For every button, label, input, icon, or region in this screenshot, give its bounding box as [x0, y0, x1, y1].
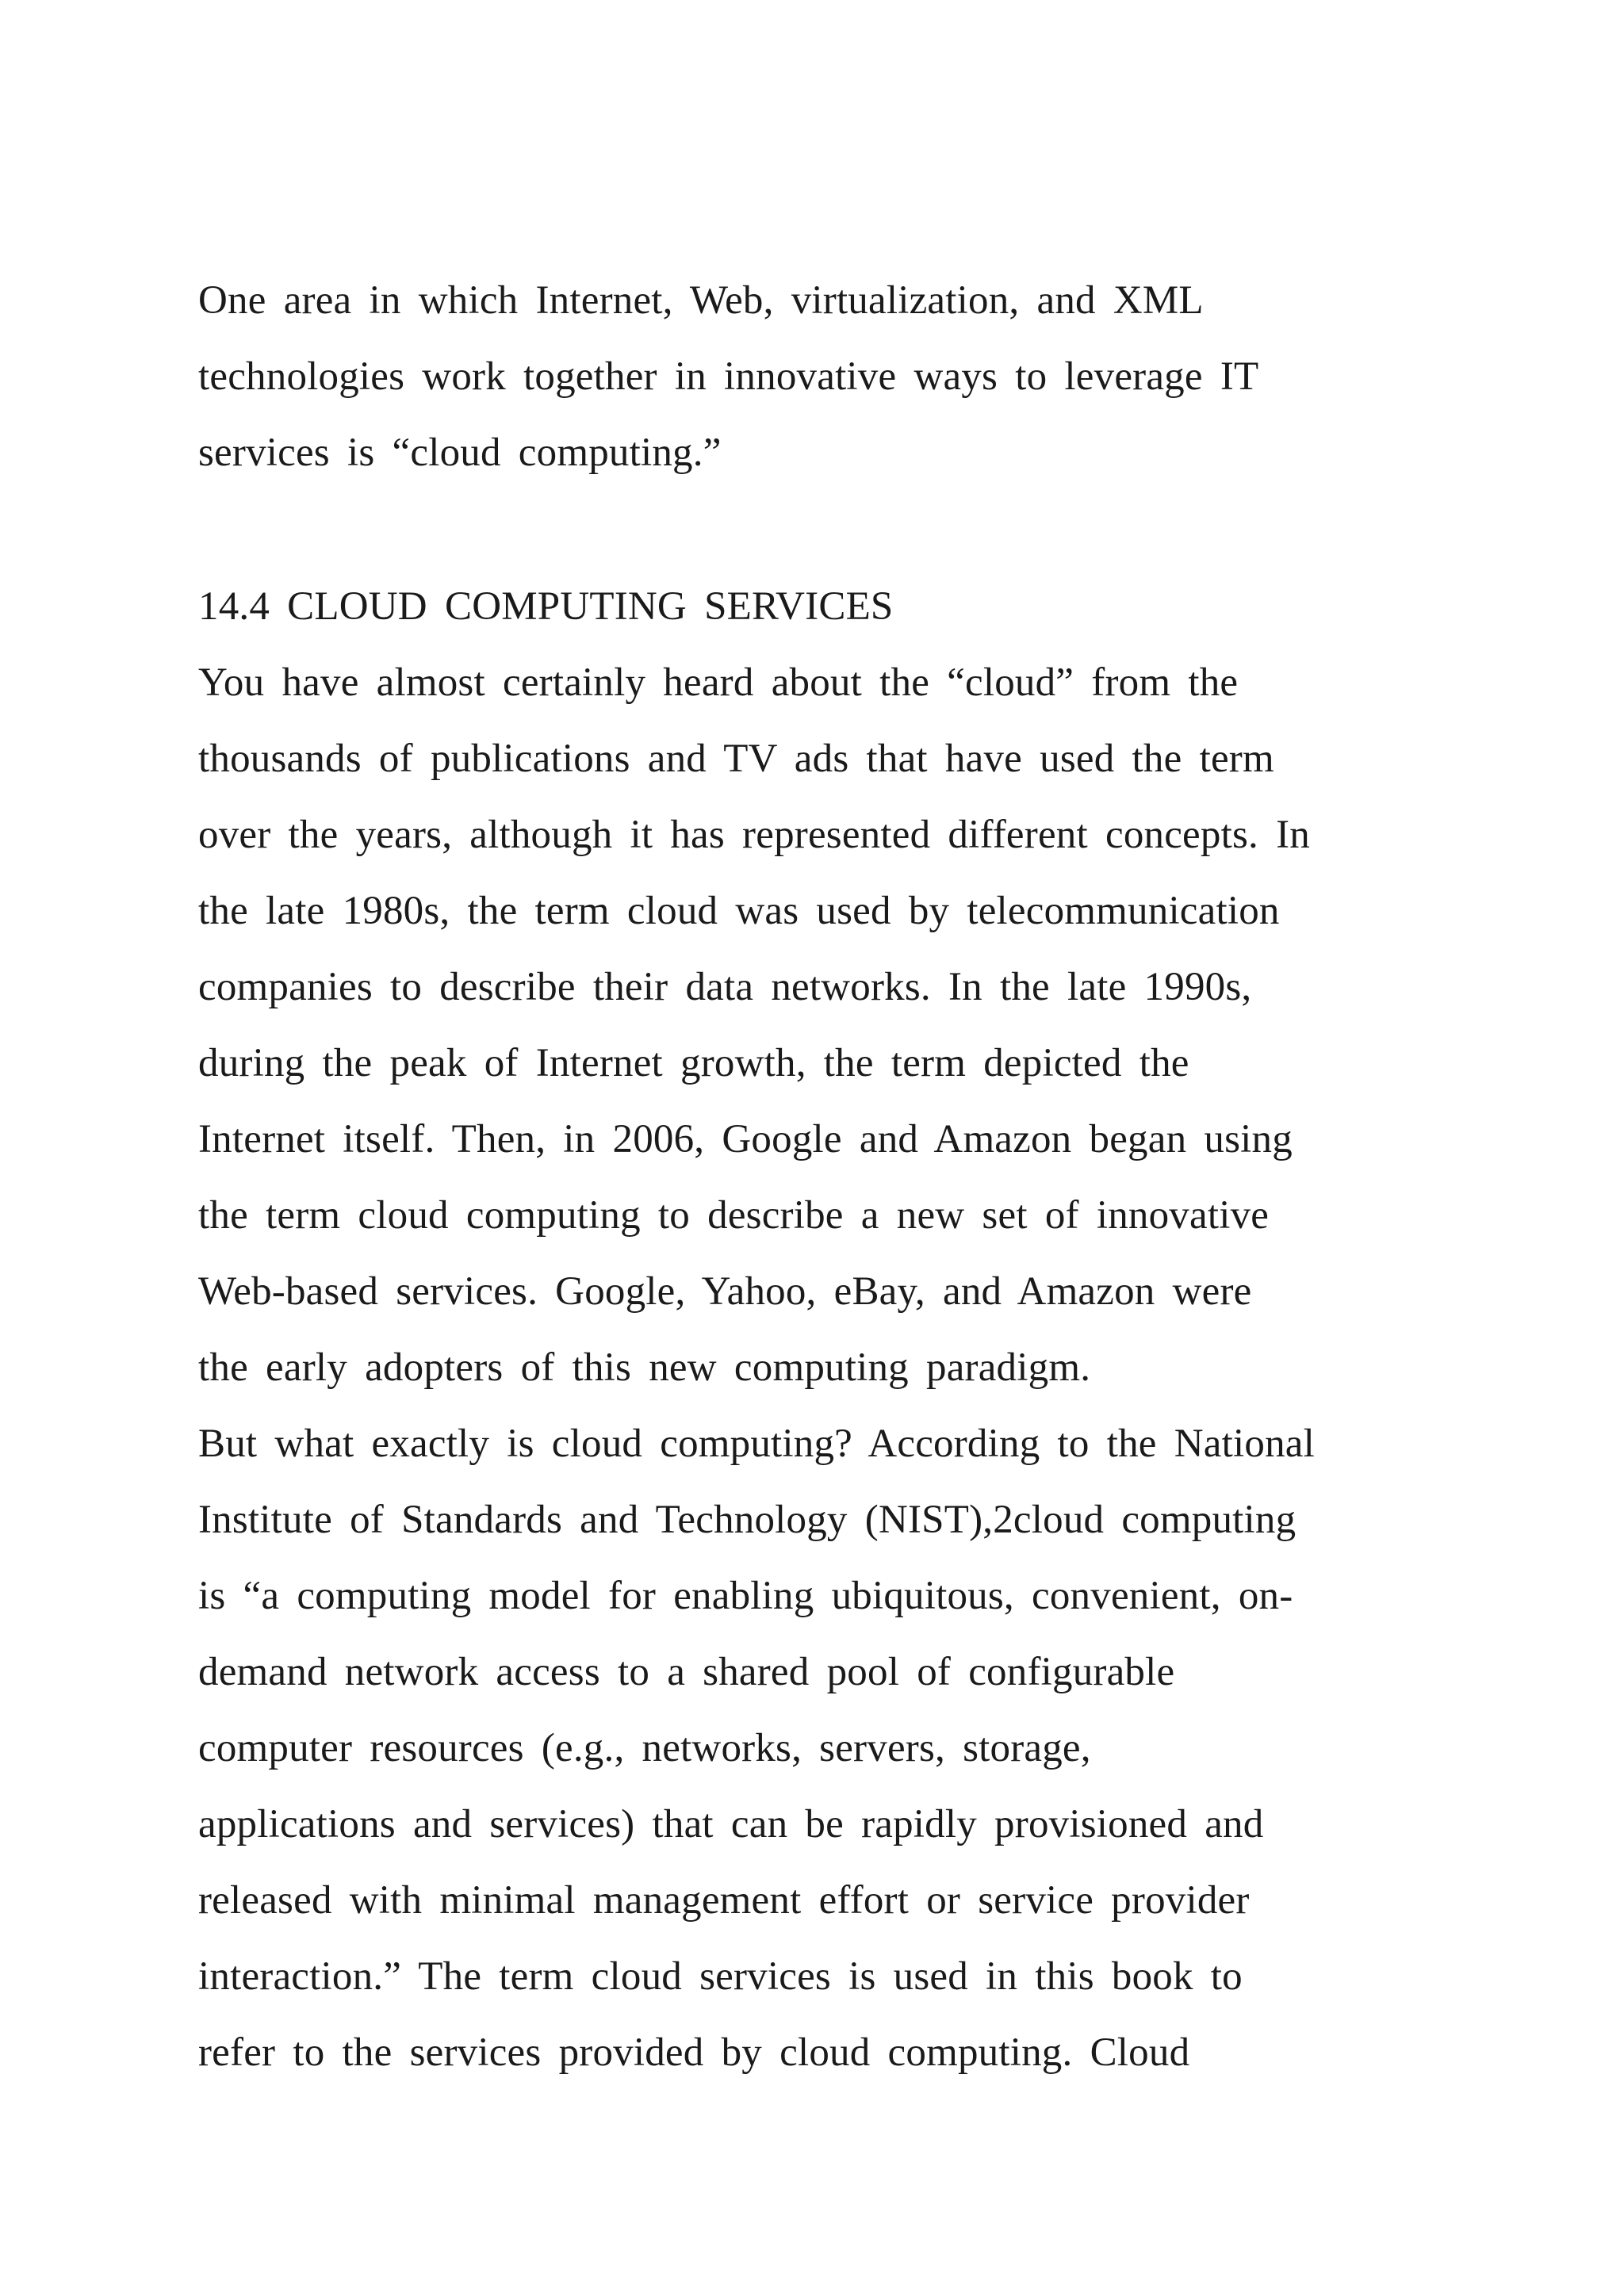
body-line: But what exactly is cloud computing? According to the National [198, 1422, 1315, 1466]
body-line: released with minimal management effort or service provider [198, 1878, 1250, 1923]
body-line: computer resources (e.g., networks, servers, storage, [198, 1726, 1091, 1770]
body-line: the late 1980s, the term cloud was used by telecommunication [198, 889, 1280, 933]
intro-line: One area in which Internet, Web, virtualization, and XML [198, 278, 1204, 323]
body-line: You have almost certainly heard about the “cloud” from the [198, 660, 1239, 705]
body-line: thousands of publications and TV ads that have used the term [198, 737, 1274, 781]
body-line: the early adopters of this new computing paradigm. [198, 1345, 1091, 1390]
body-line: applications and services) that can be rapidly provisioned and [198, 1802, 1264, 1846]
body-line: during the peak of Internet growth, the term depicted the [198, 1041, 1189, 1085]
body-line: companies to describe their data networks. In the late 1990s, [198, 965, 1252, 1009]
intro-line: services is “cloud computing.” [198, 430, 722, 475]
body-line: over the years, although it has represented different concepts. In [198, 813, 1310, 857]
intro-line: technologies work together in innovative ways to leverage IT [198, 354, 1259, 399]
body-line: refer to the services provided by cloud computing. Cloud [198, 2030, 1190, 2075]
body-line: interaction.” The term cloud services is used in this book to [198, 1954, 1243, 1999]
section-heading: 14.4 CLOUD COMPUTING SERVICES [198, 584, 894, 629]
body-line: is “a computing model for enabling ubiquitous, convenient, on- [198, 1574, 1293, 1618]
body-line: Web-based services. Google, Yahoo, eBay, and Amazon were [198, 1269, 1252, 1314]
body-line: Internet itself. Then, in 2006, Google and Amazon began using [198, 1117, 1293, 1161]
body-line: Institute of Standards and Technology (NIST),2cloud computing [198, 1498, 1297, 1542]
body-line: the term cloud computing to describe a new set of innovative [198, 1193, 1270, 1238]
body-line: demand network access to a shared pool of configurable [198, 1650, 1175, 1694]
